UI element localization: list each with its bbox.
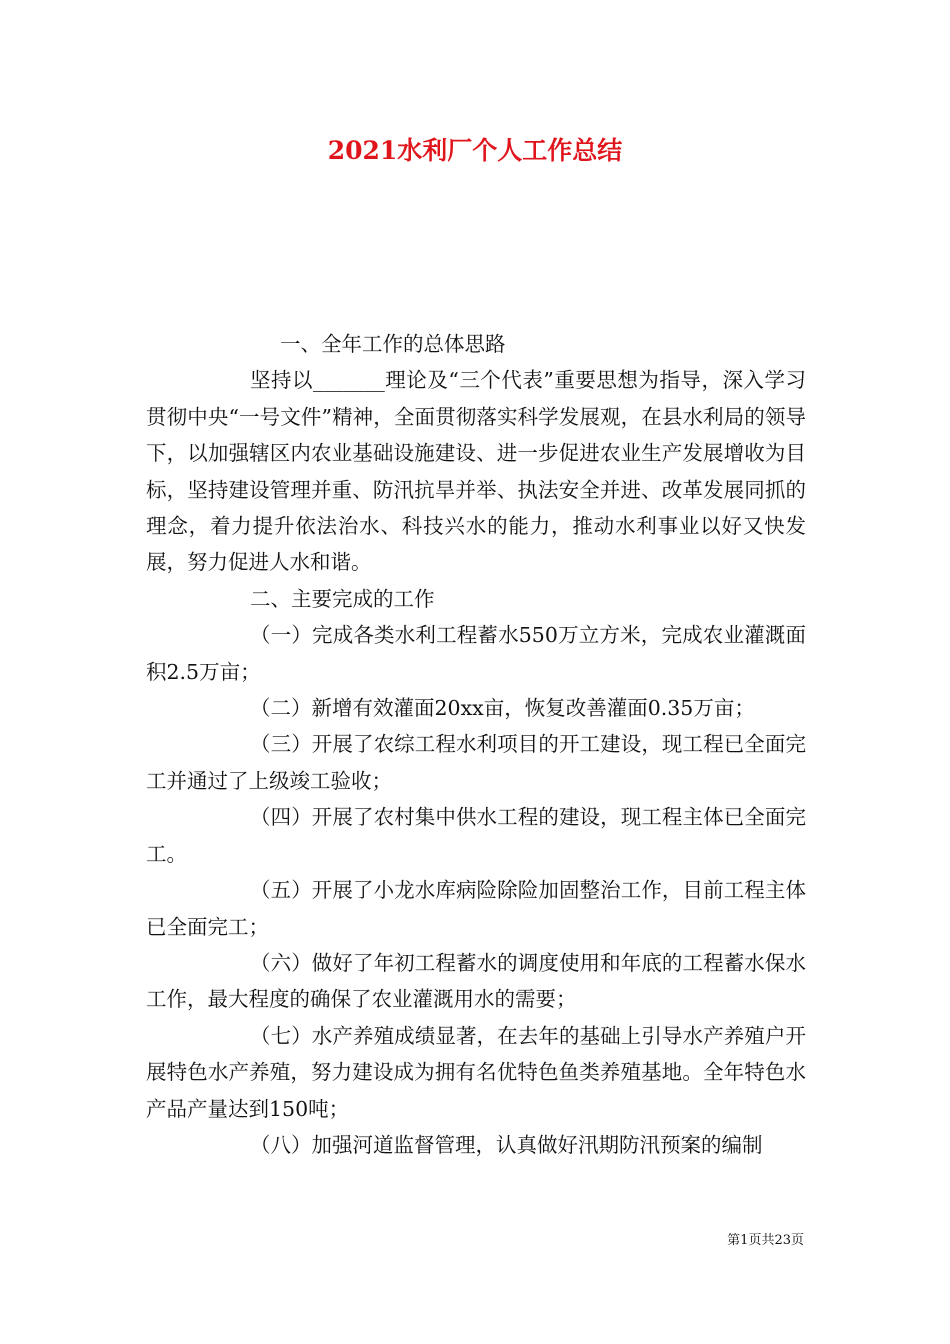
list-item: （七）水产养殖成绩显著，在去年的基础上引导水产养殖户开展特色水产养殖，努力建设成为拥有名优特色鱼类养殖基地。全年特色水产品产量达到150吨；: [146, 1023, 806, 1121]
list-item: （六）做好了年初工程蓄水的调度使用和年底的工程蓄水保水工作，最大程度的确保了农业灌溉用水的需要；: [146, 950, 806, 1012]
list-item: （八）加强河道监督管理，认真做好汛期防汛预案的编制: [250, 1132, 763, 1157]
section2-heading: 二、主要完成的工作: [250, 586, 435, 611]
document-title: 2021水利厂个人工作总结: [327, 136, 623, 165]
list-item: （二）新增有效灌面20xx亩，恢复改善灌面0.35万亩；: [250, 696, 755, 721]
section1-paragraph: 坚持以_______理论及“三个代表”重要思想为指导，深入学习贯彻中央“一号文件”精神，全面贯彻落实科学发展观，在县水利局的领导下，以加强辖区内农业基础设施建设、进一步促进农业生产发展增收为目标，坚持建设管理并重、防汛抗旱并举、执法安全并进、改革发展同抓的理念，着力提升依法治水、科技兴水的能力，推动水利事业以好又快发展，努力促进人水和谐。: [146, 368, 806, 575]
section1-heading: 一、全年工作的总体思路: [280, 332, 506, 356]
page-number: 第1页共23页: [727, 1233, 804, 1248]
list-item: （四）开展了农村集中供水工程的建设，现工程主体已全面完工。: [146, 805, 806, 866]
document-body: [146, 326, 806, 1163]
list-item: （三）开展了农综工程水利项目的开工建设，现工程已全面完工并通过了上级竣工验收；: [146, 732, 806, 793]
list-item: （五）开展了小龙水库病险除险加固整治工作，目前工程主体已全面完工；: [146, 878, 806, 939]
list-item: （一）完成各类水利工程蓄水550万立方米，完成农业灌溉面积2.5万亩；: [146, 623, 806, 684]
